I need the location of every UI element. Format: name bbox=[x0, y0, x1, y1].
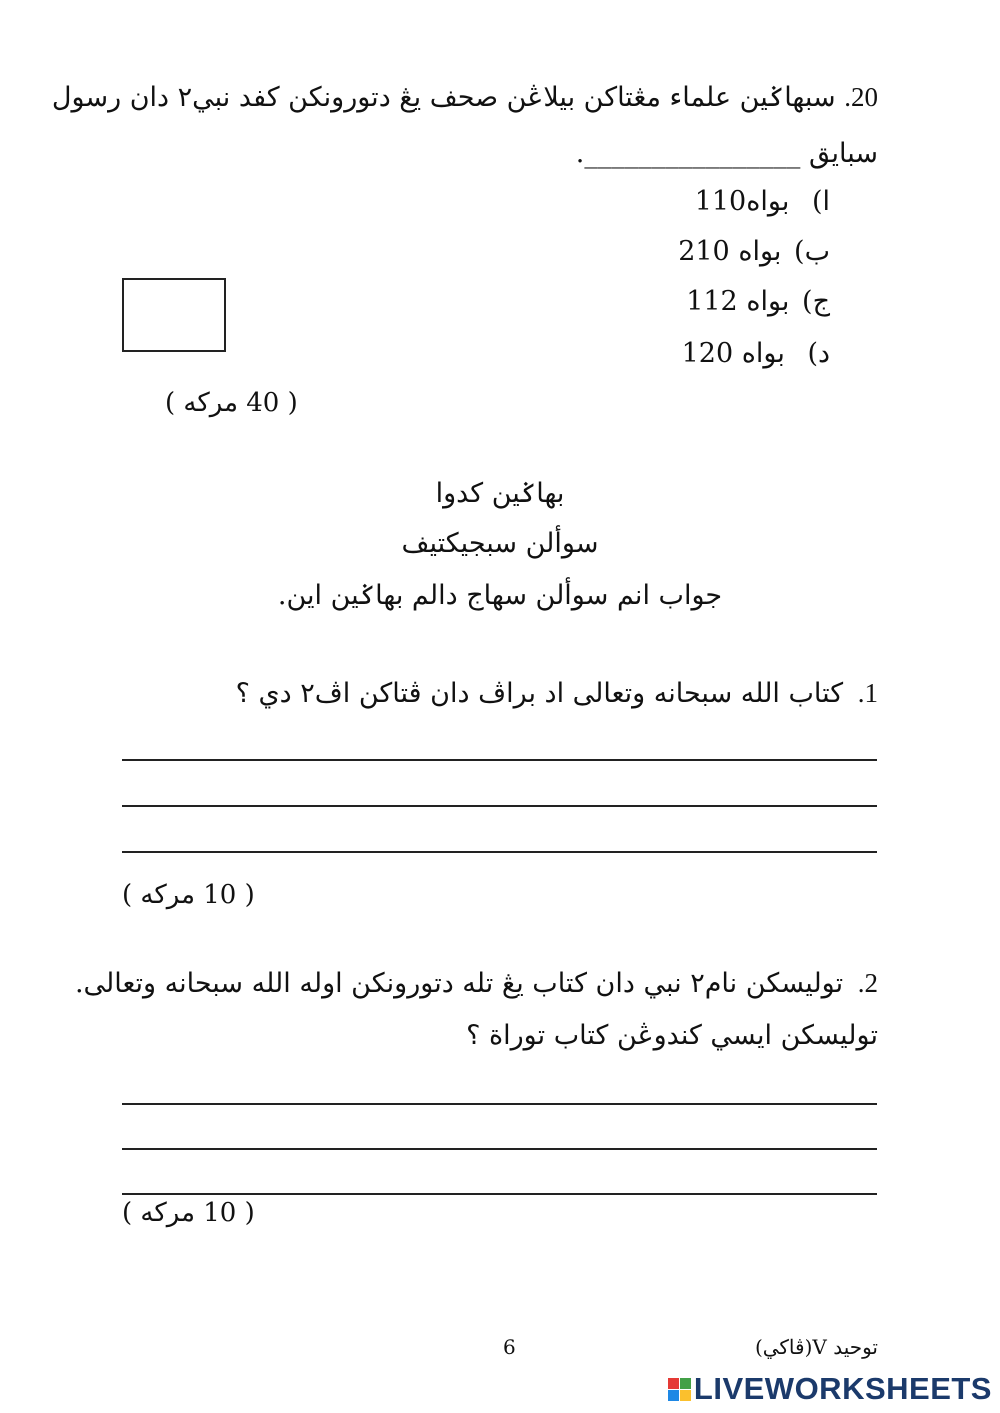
answer-line-q2-3[interactable] bbox=[122, 1193, 877, 1195]
option-b-text: بواه 210 bbox=[678, 236, 782, 267]
question-1-text: كتاب الله سبحانه وتعالى اد براڤ دان ڤتاكن اڤ٢ دي ؟ bbox=[235, 678, 844, 709]
answer-line-q1-1[interactable] bbox=[122, 759, 877, 761]
question-20-text: سبهاݢين علماء مڠتاكن بيلاڠن صحف يڠ دتورونكن كفد نبي٢ دان رسول bbox=[51, 82, 836, 113]
section-subtitle: سوألن سبجيكتيف bbox=[401, 528, 599, 559]
section-title: بهاݢين كدوا bbox=[435, 478, 565, 509]
option-a-text: بواه110 bbox=[694, 186, 790, 217]
answer-line-q1-2[interactable] bbox=[122, 805, 877, 807]
question-1-marks: ( 10 مركه ) bbox=[122, 880, 255, 910]
question-2-line2: توليسكن ايسي كندوڠن كتاب توراة ؟ bbox=[466, 1020, 878, 1051]
question-2-line1 bbox=[75, 968, 878, 999]
question-2-marks: ( 10 مركه ) bbox=[122, 1198, 255, 1228]
option-d-letter: د) bbox=[807, 338, 830, 369]
liveworksheets-logo bbox=[668, 1371, 992, 1407]
option-b-letter: ب) bbox=[794, 236, 830, 267]
question-1 bbox=[236, 678, 878, 709]
question-20-line1 bbox=[52, 82, 878, 113]
answer-line-q2-1[interactable] bbox=[122, 1103, 877, 1105]
option-d bbox=[682, 338, 830, 369]
answer-line-q2-2[interactable] bbox=[122, 1148, 877, 1150]
option-c-text: بواه 112 bbox=[686, 286, 790, 317]
section-marks: ( 40 مركه ) bbox=[165, 388, 298, 418]
option-c-letter: ج) bbox=[802, 286, 830, 317]
liveworksheets-badge-icon bbox=[668, 1378, 691, 1401]
option-d-text: بواه 120 bbox=[681, 338, 785, 369]
question-1-number: 1. bbox=[857, 678, 878, 708]
footer-subject: توحيد V(ڤاكي) bbox=[754, 1335, 878, 1359]
question-20-line2: سبايق ________________. bbox=[575, 138, 878, 169]
option-a-letter: ا) bbox=[811, 186, 830, 217]
page-number: 6 bbox=[503, 1335, 516, 1359]
question-20-number: 20. bbox=[844, 82, 878, 112]
answer-box[interactable] bbox=[122, 278, 226, 352]
question-2-number: 2. bbox=[857, 968, 878, 998]
option-b bbox=[678, 236, 830, 267]
option-a bbox=[695, 186, 830, 217]
section-instruction: جواب انم سوألن سهاج دالم بهاݢين اين. bbox=[277, 580, 723, 611]
option-c bbox=[686, 286, 830, 317]
question-2-text: توليسكن نام٢ نبي دان كتاب يڠ تله دتورونكن اوله الله سبحانه وتعالى. bbox=[74, 968, 844, 999]
liveworksheets-logo-text: LIVEWORKSHEETS bbox=[693, 1371, 992, 1406]
answer-line-q1-3[interactable] bbox=[122, 851, 877, 853]
